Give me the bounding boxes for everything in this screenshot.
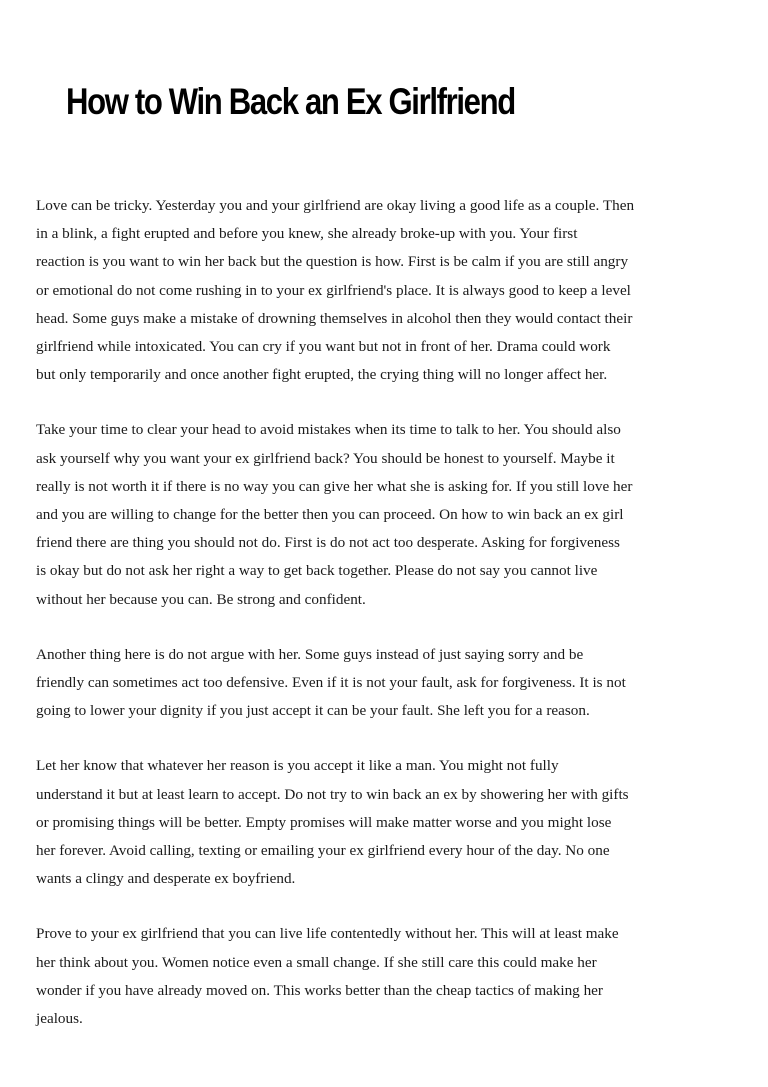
text-line: in a blink, a fight erupted and before you knew, she already broke-up with you. Your first xyxy=(36,225,578,243)
text-line: understand it but at least learn to accept. Do not try to win back an ex by showering her with gifts xyxy=(36,785,629,803)
text-line: Love can be tricky. Yesterday you and your girlfriend are okay living a good life as a couple. Then xyxy=(36,197,635,214)
text-line: but only temporarily and once another fight erupted, the crying thing will no longer affect her. xyxy=(36,366,608,384)
text-line: Prove to your ex girlfriend that you can live life contentedly without her. This will at least make xyxy=(36,925,619,943)
text-line: her forever. Avoid calling, texting or emailing your ex girlfriend every hour of the day. No one xyxy=(36,842,610,860)
paragraph-3 xyxy=(36,641,726,726)
text-line: ask yourself why you want your ex girlfriend back? You should be honest to yourself. Maybe it xyxy=(36,449,615,467)
paragraph-2 xyxy=(36,416,726,613)
text-line: is okay but do not ask her right a way to get back together. Please do not say you cannot live xyxy=(36,562,598,580)
text-line: Take your time to clear your head to avoid mistakes when its time to talk to her. You should also xyxy=(36,421,621,439)
text-line: reaction is you want to win her back but the question is how. First is be calm if you are still angry xyxy=(36,253,629,271)
paragraph-1 xyxy=(36,192,726,389)
text-line: and you are willing to change for the better then you can proceed. On how to win back an ex girl xyxy=(36,506,624,524)
text-line: Let her know that whatever her reason is you accept it like a man. You might not fully xyxy=(36,757,559,775)
text-line: wants a clingy and desperate ex boyfriend. xyxy=(36,870,296,888)
document-title: How to Win Back an Ex Girlfriend xyxy=(66,81,515,122)
paragraph-4 xyxy=(36,752,726,893)
text-line: without her because you can. Be strong and confident. xyxy=(36,590,366,608)
text-line: Another thing here is do not argue with her. Some guys instead of just saying sorry and be xyxy=(36,645,584,663)
paragraph-5 xyxy=(36,920,726,1033)
text-line: head. Some guys make a mistake of drowning themselves in alcohol then they would contact their xyxy=(36,309,633,327)
text-line: wonder if you have already moved on. This works better than the cheap tactics of making her xyxy=(36,981,603,999)
text-line: her think about you. Women notice even a small change. If she still care this could make her xyxy=(36,953,597,971)
text-line: really is not worth it if there is no way you can give her what she is asking for. If you still love her xyxy=(36,477,633,495)
text-line: friend there are thing you should not do. First is do not act too desperate. Asking for forgiveness xyxy=(36,534,620,552)
text-line: jealous. xyxy=(36,1010,83,1028)
text-line: friendly can sometimes act too defensive. Even if it is not your fault, ask for forgiveness. It is not xyxy=(36,674,626,692)
text-line: or promising things will be better. Empty promises will make matter worse and you might lose xyxy=(36,813,612,831)
text-line: girlfriend while intoxicated. You can cry if you want but not in front of her. Drama could work xyxy=(36,338,611,356)
document-body xyxy=(36,192,726,1060)
text-line: going to lower your dignity if you just accept it can be your fault. She left you for a reason. xyxy=(36,702,590,720)
text-line: or emotional do not come rushing in to your ex girlfriend's place. It is always good to keep a level xyxy=(36,281,631,299)
